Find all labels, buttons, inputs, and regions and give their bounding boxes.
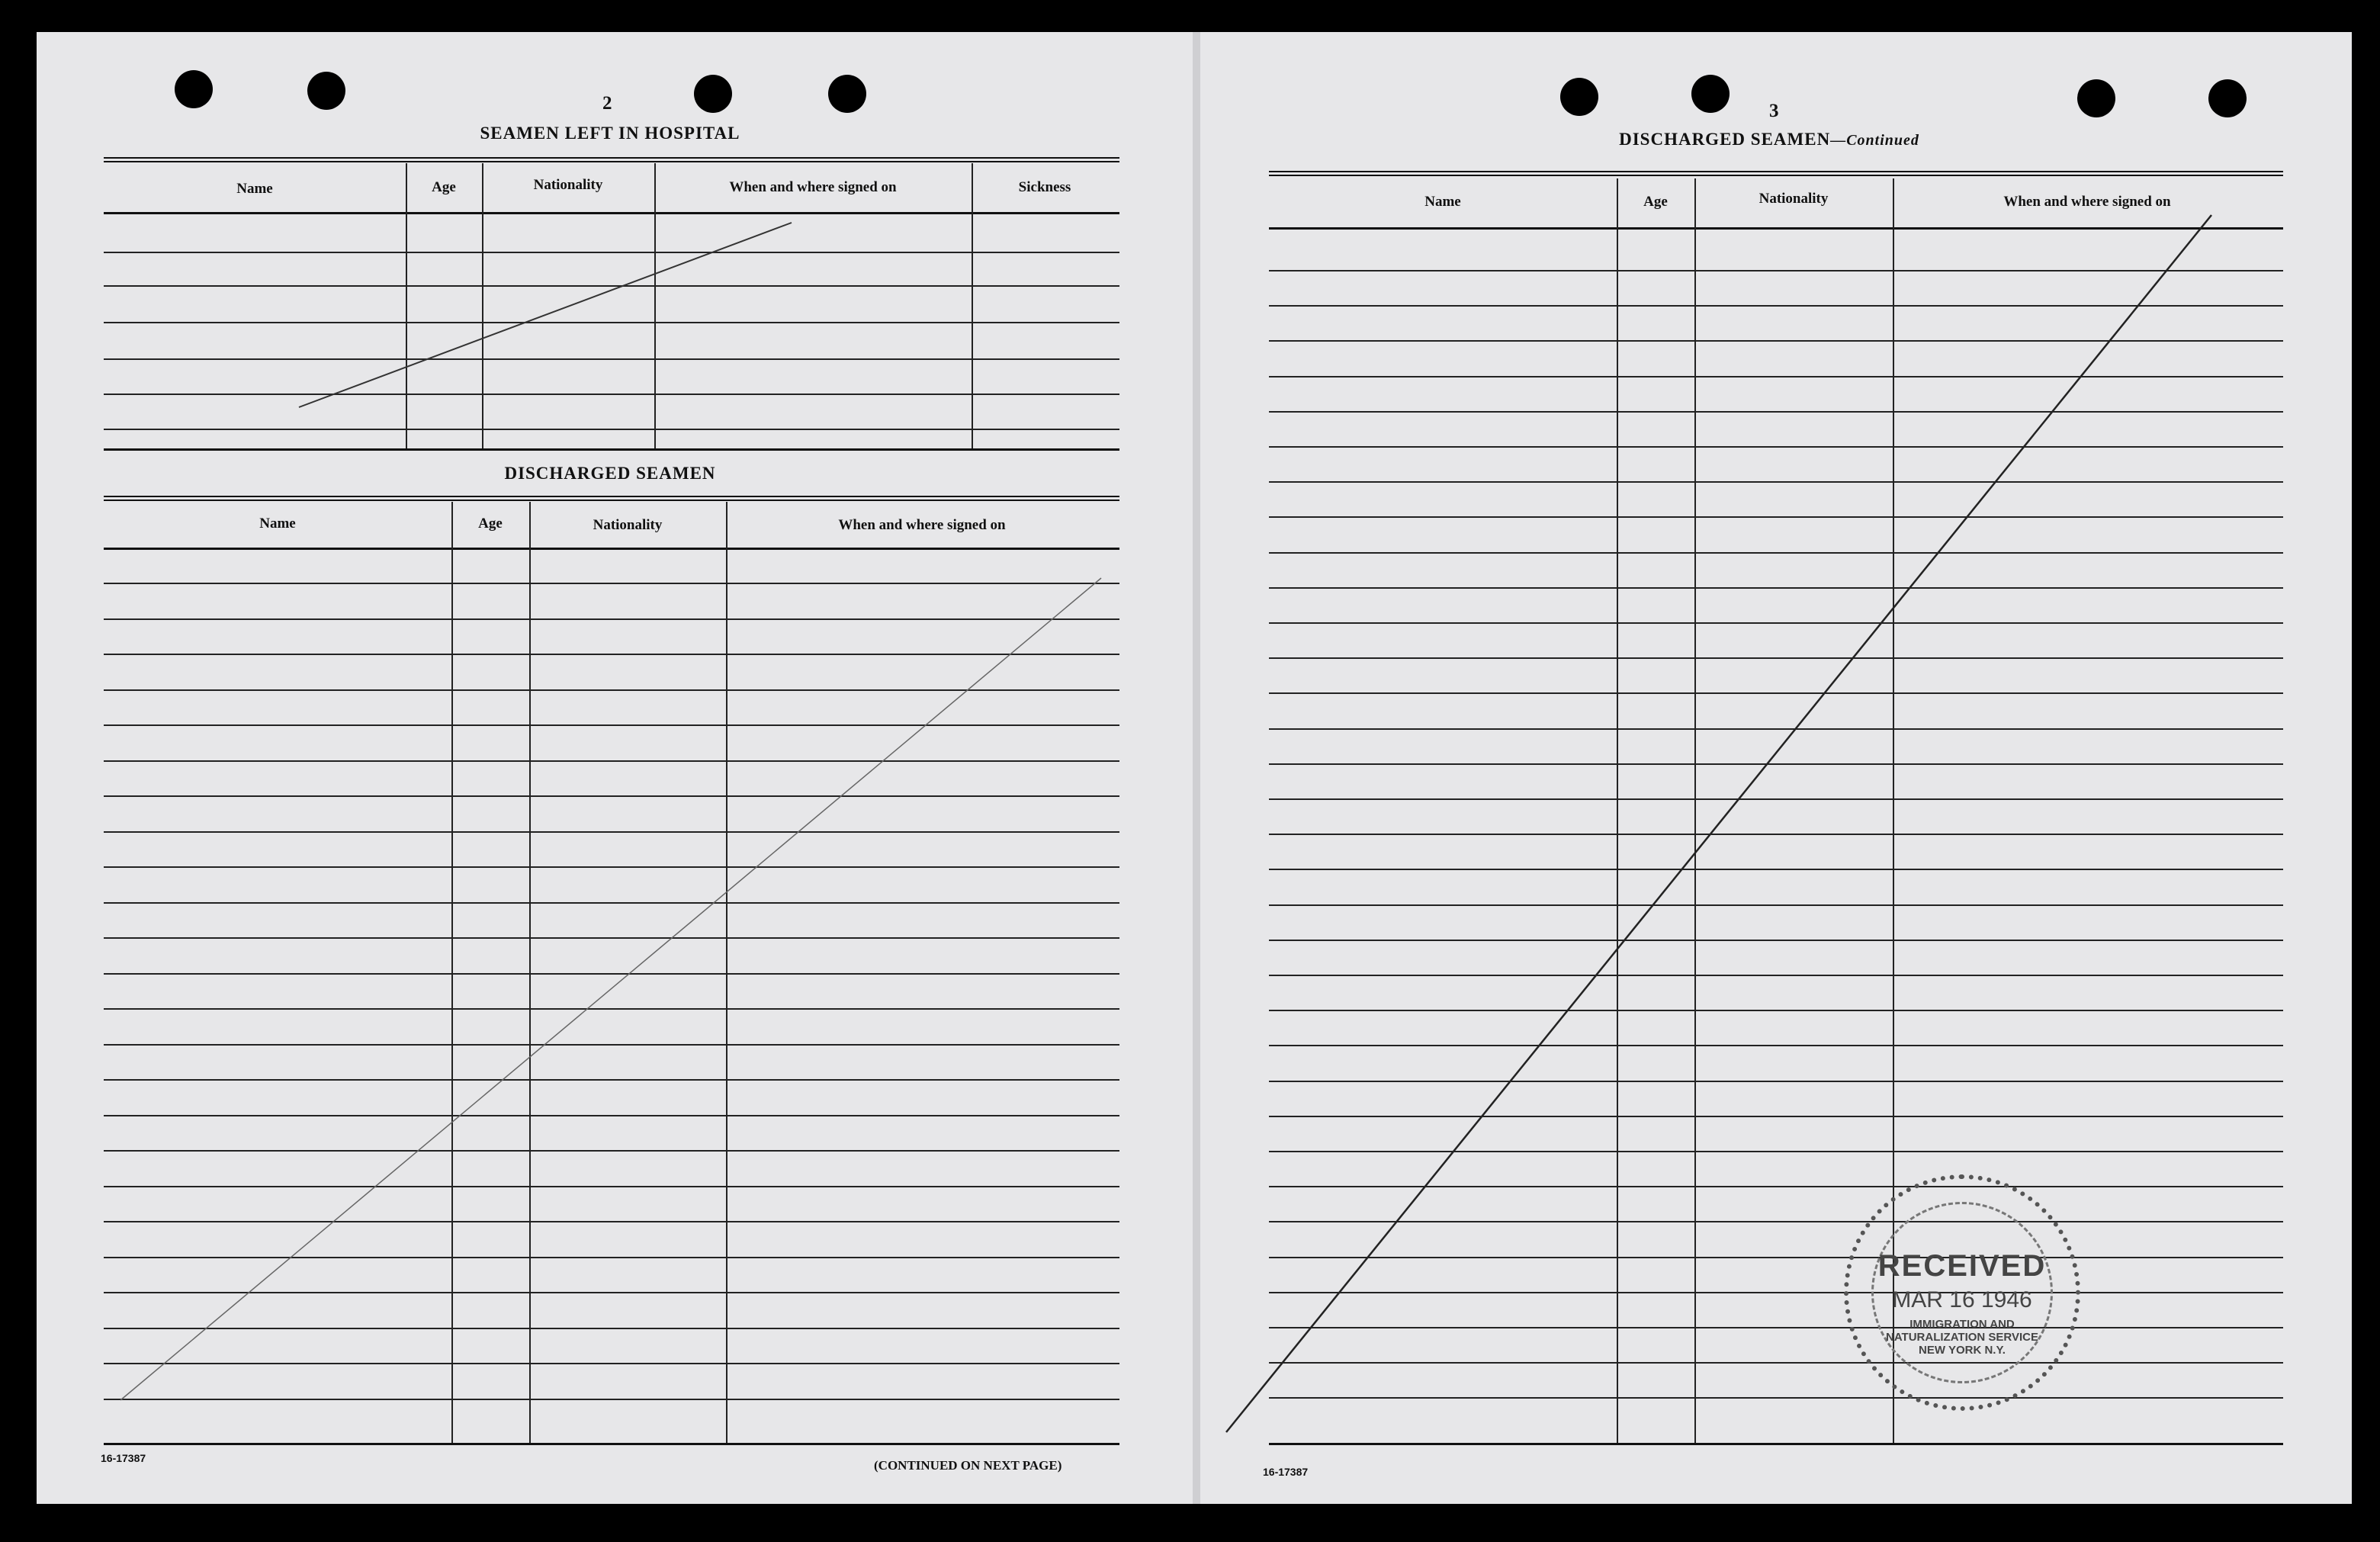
stamp-date: MAR 16 1946: [1892, 1287, 2032, 1312]
stamp-word: RECEIVED: [1877, 1249, 2047, 1283]
discharged-col-nationality: Nationality: [593, 517, 663, 533]
form-number: 16-17387: [101, 1452, 146, 1464]
discharged-col-signed-on: When and where signed on: [838, 517, 1006, 533]
hospital-strike: [299, 223, 792, 407]
discharged-col-age: Age: [478, 516, 503, 532]
continued-note: (CONTINUED ON NEXT PAGE): [874, 1458, 1062, 1473]
form-number: 16-17387: [1263, 1466, 1309, 1478]
continued-col-nationality: Nationality: [1759, 191, 1829, 207]
title-suffix: —Continued: [1830, 132, 1919, 149]
hospital-col-nationality: Nationality: [533, 177, 603, 193]
discharged-col-name: Name: [259, 516, 296, 532]
hospital-col-name: Name: [236, 181, 273, 197]
title-text: DISCHARGED SEAMEN: [1619, 130, 1831, 149]
hospital-col-sickness: Sickness: [1018, 179, 1071, 195]
discharged-strike: [120, 578, 1101, 1400]
page-number: 3: [1769, 101, 1779, 121]
stamp-text: IMMIGRATION AND NATURALIZATION SERVICE NEW YORK N.Y.: [1885, 1318, 2038, 1357]
continued-col-name: Name: [1424, 194, 1461, 210]
discharged-section-title: DISCHARGED SEAMEN: [504, 464, 716, 483]
continued-col-signed-on: When and where signed on: [2003, 194, 2171, 210]
hospital-section-title: SEAMEN LEFT IN HOSPITAL: [480, 124, 740, 143]
continued-col-age: Age: [1643, 194, 1668, 210]
hospital-col-age: Age: [432, 179, 456, 195]
hospital-col-signed-on: When and where signed on: [729, 179, 897, 195]
page-number: 2: [602, 93, 612, 114]
received-stamp: [1844, 1174, 2080, 1411]
